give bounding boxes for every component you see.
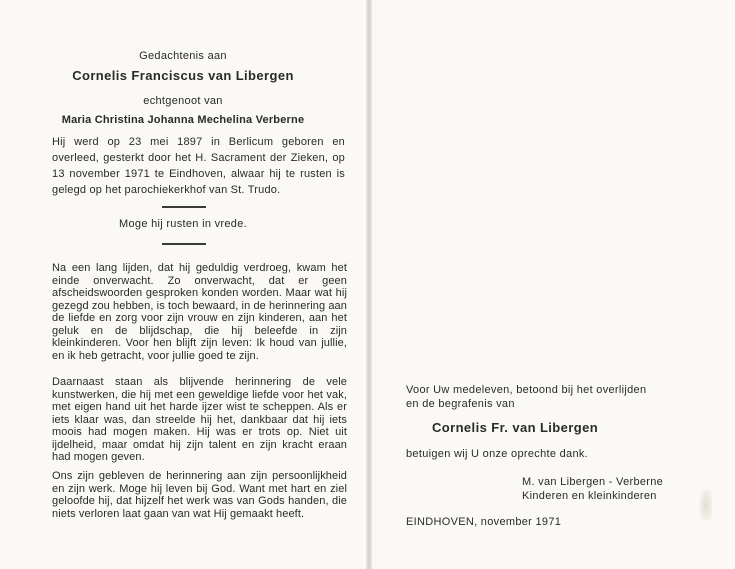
thanks-intro xyxy=(406,383,706,411)
memorial-heading: Gedachtenis aan xyxy=(139,50,227,62)
divider-top xyxy=(162,206,206,208)
page-fold xyxy=(366,0,372,569)
divider-bottom xyxy=(162,243,206,245)
rest-in-peace: Moge hij rusten in vrede. xyxy=(119,218,247,230)
remembrance-paragraph-2: Daarnaast staan als blijvende herinnering de vele kunstwerken, die hij met een geweldige liefde voor het vak, met eigen hand uit het harde ijzer wist te scheppen. Als er iets klaar was, dan streelde hij het, dankbaar dat hij iets moois had mogen maken. Hij was er trots op. Niet uit ijdelheid, maar omdat hij zijn talent en zijn kracht eraan had mogen geven. xyxy=(52,376,347,463)
deceased-name: Cornelis Franciscus van Libergen xyxy=(72,68,294,83)
signer-1: M. van Libergen - Verberne xyxy=(522,476,664,488)
place-date: EINDHOVEN, november 1971 xyxy=(406,516,562,528)
biography-text: Hij werd op 23 mei 1897 in Berlicum geboren en overleed, gesterkt door het H. Sacrament der Zieken, op 13 november 1971 te Eindhoven, alwaar hij te rusten is gelegd op het parochiekerkhof van St. Trudo. xyxy=(52,136,345,196)
thanks-line-3: betuigen wij U onze oprechte dank. xyxy=(406,448,589,460)
paper-stain xyxy=(700,490,712,520)
signer-2: Kinderen en kleinkinderen xyxy=(522,490,657,502)
thanks-line-2: en de begrafenis van xyxy=(406,398,515,410)
spouse-name: Maria Christina Johanna Mechelina Verberne xyxy=(61,114,305,126)
thanks-line-1: Voor Uw medeleven, betoond bij het overlijden xyxy=(406,384,647,396)
thanks-deceased-name: Cornelis Fr. van Libergen xyxy=(432,420,599,435)
signers xyxy=(522,475,663,503)
remembrance-paragraph-1: Na een lang lijden, dat hij geduldig verdroeg, kwam het einde onverwacht. Zo onverwacht, dat er geen afscheidswoorden gesproken konden worden. Maar wat hij gezegd zou hebben, is toch bewaard, in de herinnering aan de liefde en zorg voor zijn vrouw en zijn kinderen, aan het geluk en de blijdschap, die hij beleefde in zijn kleinkinderen. Voor hen blijft zijn leven: Ik houd van jullie, en ik heb getracht, voor jullie goed te zijn. xyxy=(52,262,347,362)
spouse-intro: echtgenoot van xyxy=(143,95,223,107)
remembrance-paragraph-3: Ons zijn gebleven de herinnering aan zijn persoonlijkheid en zijn werk. Moge hij leven bij God. Want met hart en ziel geloofde hij, dat hijzelf het werk was van Gods handen, die niets verloren laat gaan van wat Hij gemaakt heeft. xyxy=(52,470,347,520)
